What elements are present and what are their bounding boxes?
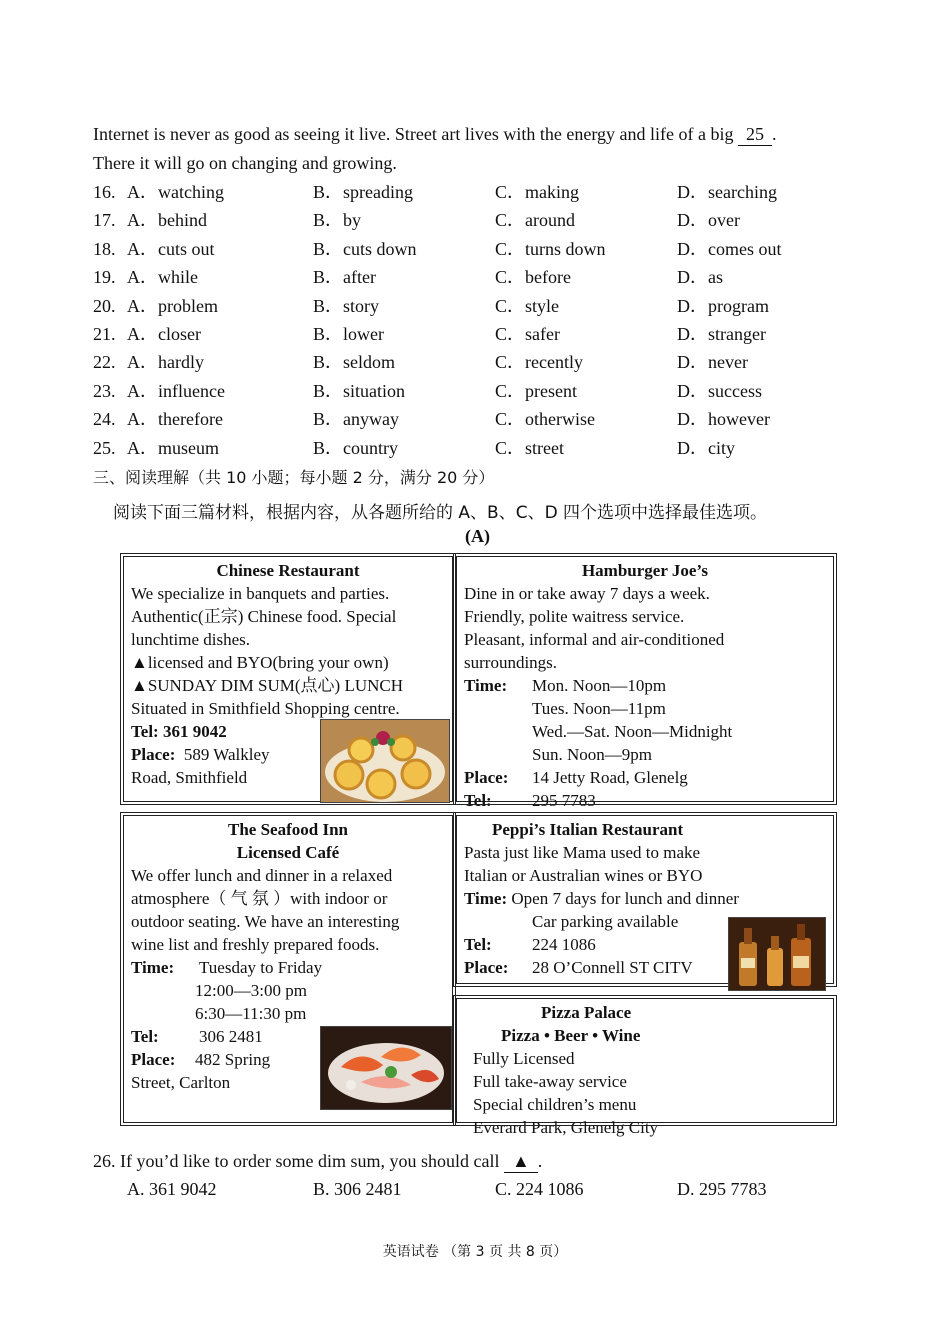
question-number: 22. [93,352,116,373]
ad-text: Car parking available [532,912,679,931]
option-a[interactable]: A．watching [127,182,224,202]
question-period: . [537,1151,543,1171]
option-c[interactable]: C．style [495,295,560,316]
ad-text: ▲licensed and BYO(bring your own) [131,653,389,672]
time-label: Time: [464,676,508,695]
ad-place-2: Road, Smithfield [131,768,248,787]
ad-text: Fully Licensed [473,1049,575,1068]
question-number: 24. [93,409,116,430]
time-value: Open 7 days for lunch and dinner [511,889,739,908]
place-label: Place: [464,958,509,977]
question-row [93,408,853,436]
ad-text: wine list and freshly prepared foods. [131,935,380,954]
ad-title: The Seafood Inn [228,820,348,839]
ad-text: Everard Park, Glenelg City [473,1118,659,1137]
option-a[interactable]: A．while [127,267,198,288]
question-number: 18. [93,238,116,259]
question-row [93,380,853,408]
option-c[interactable]: C．street [495,437,564,458]
question-number: 20. [93,295,116,316]
option-b[interactable]: B．anyway [313,409,399,430]
ad-peppis-italian [456,815,834,984]
tel-label: Tel: [131,1027,159,1046]
ad-text: Full take-away service [473,1072,627,1091]
ad-tel: 295 7783 [532,791,596,810]
ad-title: Peppi’s Italian Restaurant [492,820,684,839]
question-row [93,437,853,465]
answer-blank: ▲ [504,1150,538,1173]
option-b[interactable]: B．after [313,267,376,288]
question-number: 17. [93,210,116,231]
option-b[interactable]: B．story [313,295,380,316]
ad-text: ▲SUNDAY DIM SUM(点心) LUNCH [131,676,403,695]
ad-text: Pasta just like Mama used to make [464,843,701,862]
option-b[interactable]: B．seldom [313,352,396,373]
option-b[interactable]: B．cuts down [313,238,417,259]
option-d[interactable]: D．comes out [677,238,782,259]
option-c[interactable]: C．around [495,210,575,231]
question-number: 19. [93,267,116,288]
option-c[interactable]: C．making [495,182,579,202]
option-a[interactable]: A. 361 9042 [127,1179,217,1199]
time-value: Tues. Noon—11pm [532,699,666,718]
ad-hamburger-joes [456,556,834,810]
option-a[interactable]: A．hardly [127,352,204,373]
option-a[interactable]: A．museum [127,437,219,458]
time-value: Mon. Noon—10pm [532,676,667,695]
ad-text: Dine in or take away 7 days a week. [464,584,710,603]
passage-label: (A) [465,526,490,546]
time-value: Wed.—Sat. Noon—Midnight [532,722,733,741]
option-b[interactable]: B. 306 2481 [313,1179,402,1199]
time-value: Sun. Noon—9pm [532,745,652,764]
time-value: 6:30—11:30 pm [195,1004,307,1023]
ad-text: Italian or Australian wines or BYO [464,866,703,885]
ad-text: lunchtime dishes. [131,630,250,649]
option-d[interactable]: D．over [677,210,740,231]
option-d[interactable]: D．searching [677,182,777,202]
ad-subtitle: Licensed Café [236,843,340,862]
ad-text: Pleasant, informal and air-conditioned [464,630,725,649]
option-c[interactable]: C．present [495,380,577,401]
ad-text: We offer lunch and dinner in a relaxed [131,866,393,885]
option-a[interactable]: A．cuts out [127,238,215,259]
ad-text: We specialize in banquets and parties. [131,584,390,603]
option-b[interactable]: B．by [313,210,362,231]
wine-bottles-photo [728,917,826,991]
option-b[interactable]: B．country [313,437,398,458]
time-value: Tuesday to Friday [199,958,323,977]
ad-title: Hamburger Joe’s [581,561,709,580]
option-d[interactable]: D．never [677,352,748,373]
option-a[interactable]: A．problem [127,295,218,316]
intro-text: Internet is never as good as seeing it live. Street art lives with the energy and life of a big [93,124,734,144]
time-label: Time: [131,958,175,977]
tel-label: Tel: [464,791,492,810]
question-row [93,238,853,266]
ad-title: Pizza Palace [541,1003,632,1022]
ad-text: outdoor seating. We have an interesting [131,912,400,931]
ad-tel: 306 2481 [199,1027,263,1046]
option-c[interactable]: C．recently [495,352,583,373]
option-c[interactable]: C．turns down [495,238,606,259]
ad-text: Special children’s menu [473,1095,637,1114]
ad-place: 589 Walkley [183,745,270,764]
sashimi-photo [320,1026,452,1110]
time-value: 12:00—3:00 pm [195,981,307,1000]
option-d[interactable]: D．program [677,295,769,316]
option-c[interactable]: C．before [495,267,571,288]
ad-text: surroundings. [464,653,558,672]
question-row [93,266,853,294]
question-26-options [93,1178,853,1206]
ad-chinese-restaurant [123,556,453,802]
option-c[interactable]: C．safer [495,324,560,344]
blank-25: 25 [738,123,772,146]
ad-text: atmosphere（ 气 氛 ）with indoor or [131,889,388,908]
ad-pizza-palace [456,998,834,1137]
place-label: Place: [131,1050,176,1069]
ad-place: 482 Spring [195,1050,271,1069]
ad-text: Authentic(正宗) Chinese food. Special [131,607,397,626]
question-row [93,351,853,379]
option-d[interactable]: D．as [677,267,723,288]
option-d[interactable]: D．city [677,437,735,458]
option-c[interactable]: C. 224 1086 [495,1179,584,1199]
question-row [93,181,853,209]
egg-tart-photo [320,719,450,803]
option-d[interactable]: D．success [677,380,762,401]
ad-tel: Tel: 361 9042 [131,722,227,741]
ad-seafood-inn [123,815,453,1123]
intro-line-2: There it will go on changing and growing. [93,153,397,173]
option-b[interactable]: B．situation [313,380,406,401]
option-c[interactable]: C．otherwise [495,409,595,430]
question-stem: 26. If you’d like to order some dim sum, you should call [93,1151,500,1171]
option-d[interactable]: D．stranger [677,324,766,344]
page-footer: 英语试卷 （第 3 页 共 8 页） [382,1244,568,1260]
ad-text: Situated in Smithfield Shopping centre. [131,699,400,718]
section-heading: 三、阅读理解（共 10 小题；每小题 2 分，满分 20 分） [93,468,495,487]
place-label: Place: [464,768,509,787]
option-b[interactable]: B．lower [313,324,384,344]
intro-period: . [771,124,777,144]
question-number: 16. [93,182,116,202]
ad-title: Chinese Restaurant [216,561,360,580]
time-label: Time: [464,889,508,908]
ad-place: 28 O’Connell ST CITV [532,958,693,977]
ad-tel: 224 1086 [532,935,596,954]
question-number: 25. [93,437,116,458]
option-b[interactable]: B．spreading [313,182,413,202]
option-d[interactable]: D. 295 7783 [677,1179,767,1199]
place-label: Place: [131,745,176,764]
ad-place: 14 Jetty Road, Glenelg [532,768,688,787]
ad-text: Friendly, polite waitress service. [464,607,685,626]
tel-label: Tel: [464,935,492,954]
question-number: 21. [93,324,116,344]
question-number: 23. [93,380,116,401]
option-a[interactable]: A．closer [127,324,201,344]
ad-place-2: Street, Carlton [131,1073,231,1092]
option-a[interactable]: A．influence [127,380,225,401]
intro-line-1 [93,123,776,146]
option-a[interactable]: A．therefore [127,409,223,430]
question-row [93,323,853,351]
question-row [93,295,853,323]
question-26 [93,1150,542,1173]
question-row [93,209,853,237]
section-instruction: 阅读下面三篇材料，根据内容，从各题所给的 A、B、C、D 四个选项中选择最佳选项。 [113,503,768,523]
option-a[interactable]: A．behind [127,210,207,231]
ad-subtitle: Pizza • Beer • Wine [501,1026,641,1045]
option-d[interactable]: D．however [677,409,770,430]
